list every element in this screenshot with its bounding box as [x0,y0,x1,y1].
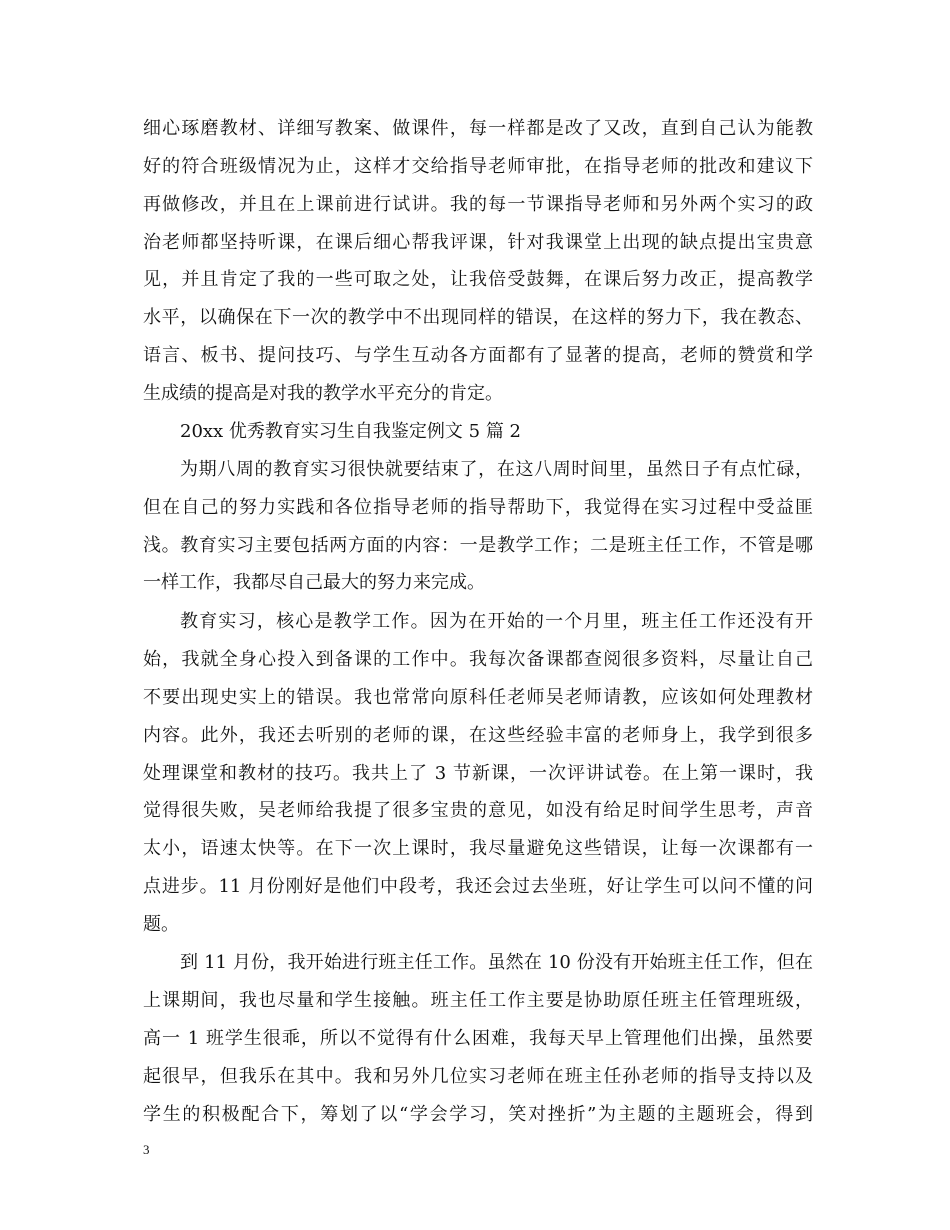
text-line: 教育实习，核心是教学工作。因为在开始的一个月里，班主任工作还没有开 [180,611,813,632]
section-heading: 20xx 优秀教育实习生自我鉴定例文 5 篇 2 [180,421,521,442]
text-line: 一样工作，我都尽自己最大的努力来完成。 [143,572,485,593]
text-line: 语言、板书、提问技巧、与学生互动各方面都有了显著的提高，老师的赞赏和学 [143,345,813,366]
text-line: 见，并且肯定了我的一些可取之处，让我倍受鼓舞，在课后努力改正，提高教学 [143,269,813,290]
text-line: 始，我就全身心投入到备课的工作中。我每次备课都查阅很多资料，尽量让自己 [143,649,813,670]
text-line: 处理课堂和教材的技巧。我共上了 3 节新课，一次评讲试卷。在上第一课时，我 [143,763,813,784]
text-line: 水平，以确保在下一次的教学中不出现同样的错误，在这样的努力下，我在教态、 [143,307,813,328]
text-line: 起很早，但我乐在其中。我和另外几位实习老师在班主任孙老师的指导支持以及 [143,1066,813,1087]
text-line: 生成绩的提高是对我的教学水平充分的肯定。 [143,383,503,404]
text-line: 太小，语速太快等。在下一次上课时，我尽量避免这些错误，让每一次课都有一 [143,838,813,859]
text-line: 到 11 月份，我开始进行班主任工作。虽然在 10 份没有开始班主任工作，但在 [180,952,813,973]
text-line: 为期八周的教育实习很快就要结束了，在这八周时间里，虽然日子有点忙碌， [180,459,813,480]
text-line: 高一 1 班学生很乖，所以不觉得有什么困难，我每天早上管理他们出操，虽然要 [143,1028,813,1049]
text-line: 觉得很失败，吴老师给我提了很多宝贵的意见，如没有给足时间学生思考，声音 [143,800,813,821]
text-line: 细心琢磨教材、详细写教案、做课件，每一样都是改了又改，直到自己认为能教 [143,118,813,139]
text-line: 点进步。11 月份刚好是他们中段考，我还会过去坐班，好让学生可以问不懂的问 [143,876,813,897]
text-line: 但在自己的努力实践和各位指导老师的指导帮助下，我觉得在实习过程中受益匪 [143,497,813,518]
text-line: 治老师都坚持听课，在课后细心帮我评课，针对我课堂上出现的缺点提出宝贵意 [143,232,813,253]
text-line: 题。 [143,914,179,935]
text-line: 上课期间，我也尽量和学生接触。班主任工作主要是协助原任班主任管理班级， [143,990,813,1011]
text-line: 浅。教育实习主要包括两方面的内容：一是教学工作；二是班主任工作，不管是哪 [143,535,813,556]
text-line: 内容。此外，我还去听别的老师的课，在这些经验丰富的老师身上，我学到很多 [143,725,813,746]
page-number: 3 [143,1142,150,1157]
text-line: 学生的积极配合下，筹划了以“学会学习，笑对挫折”为主题的主题班会，得到 [143,1104,813,1125]
text-line: 再做修改，并且在上课前进行试讲。我的每一节课指导老师和另外两个实习的政 [143,194,813,215]
text-line: 好的符合班级情况为止，这样才交给指导老师审批，在指导老师的批改和建议下 [143,156,813,177]
text-line: 不要出现史实上的错误。我也常常向原科任老师吴老师请教，应该如何处理教材 [143,687,813,708]
